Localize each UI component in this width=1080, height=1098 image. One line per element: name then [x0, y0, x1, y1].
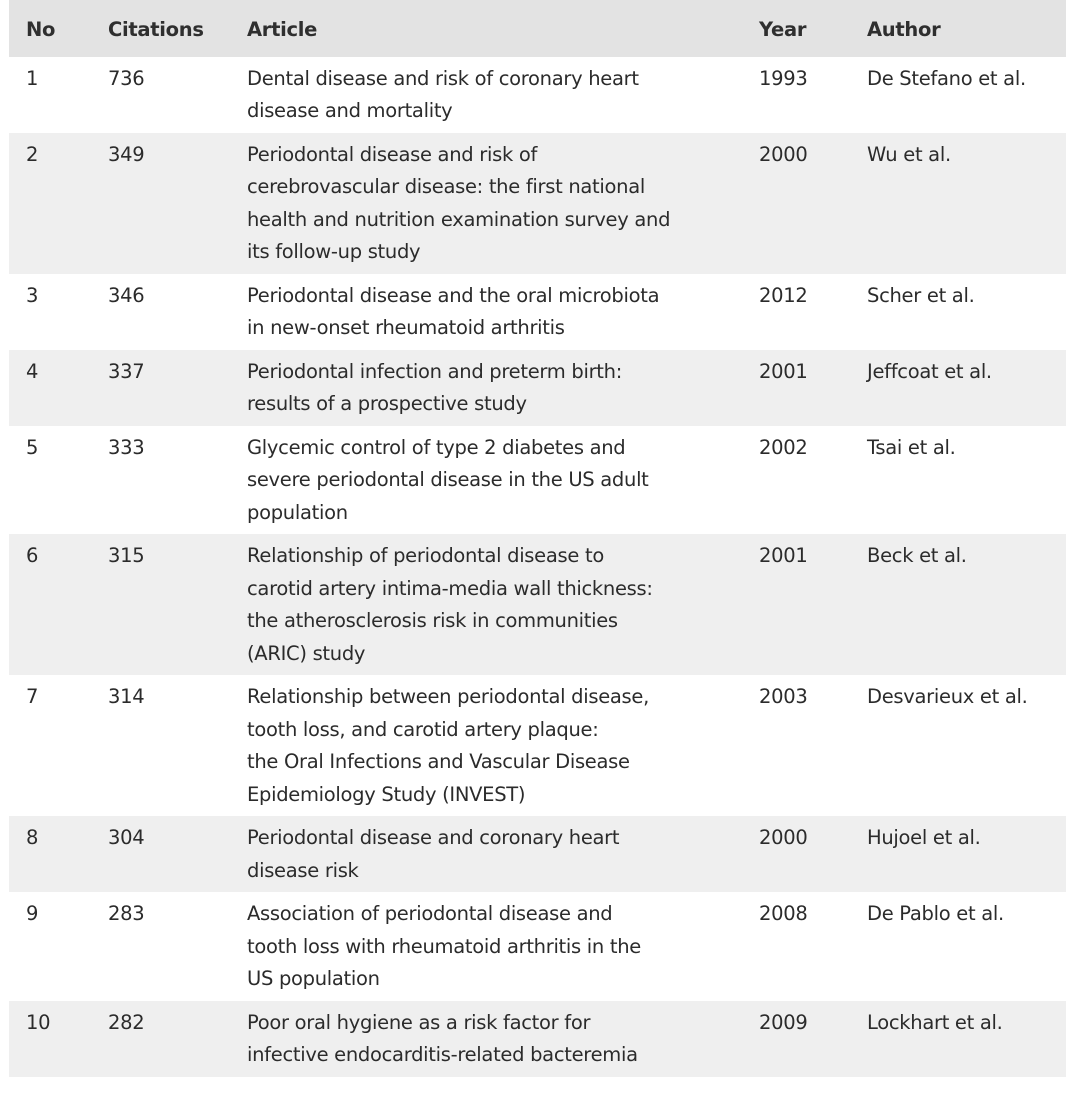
cell-year: 2008 [759, 902, 808, 925]
article-title-line: Periodontal disease and risk of [247, 142, 538, 166]
cell-no: 9 [26, 902, 39, 925]
header-year: Year [759, 18, 807, 41]
article-title-line: cerebrovascular disease: the first national [247, 175, 645, 198]
article-title-line: infective endocarditis-related bacteremia [247, 1043, 638, 1066]
citations-table [9, 0, 1066, 1077]
cell-no: 1 [26, 66, 39, 90]
table-row [9, 534, 1066, 675]
cell-year: 2000 [759, 142, 808, 166]
article-title-line: Periodontal disease and the oral microbiota [247, 283, 660, 307]
cell-author: Beck et al. [867, 544, 967, 567]
cell-citations: 314 [108, 685, 145, 708]
cell-author: Wu et al. [867, 142, 951, 166]
article-title-line: Relationship between periodontal disease, [247, 685, 649, 708]
cell-no: 2 [26, 142, 39, 166]
article-title-line: Dental disease and risk of coronary heart [247, 66, 639, 90]
cell-no: 10 [26, 1010, 51, 1034]
header-article: Article [247, 18, 318, 41]
cell-year: 2009 [759, 1010, 808, 1034]
cell-year: 2001 [759, 359, 808, 383]
cell-year: 2000 [759, 826, 808, 849]
cell-author: De Pablo et al. [867, 902, 1004, 925]
cell-article [228, 675, 738, 816]
cell-author: Tsai et al. [867, 435, 956, 459]
article-title-line: tooth loss, and carotid artery plaque: [247, 717, 599, 741]
cell-author: Lockhart et al. [867, 1010, 1003, 1034]
table-row [9, 816, 1066, 892]
article-title-line: population [247, 500, 348, 524]
cell-author: Scher et al. [867, 283, 975, 307]
cell-year: 2012 [759, 283, 808, 307]
table-row [9, 1001, 1066, 1077]
cell-article [228, 534, 738, 675]
cell-article [228, 892, 738, 1001]
table-row [9, 892, 1066, 1001]
article-title-line: (ARIC) study [247, 641, 366, 665]
cell-citations: 283 [108, 902, 145, 925]
cell-author: Hujoel et al. [867, 826, 981, 849]
cell-author: De Stefano et al. [867, 66, 1026, 90]
cell-citations: 346 [108, 283, 145, 307]
cell-citations: 349 [108, 142, 145, 166]
cell-article [228, 133, 738, 274]
cell-author: Desvarieux et al. [867, 685, 1028, 708]
cell-no: 4 [26, 359, 39, 383]
article-title-line: its follow-up study [247, 240, 421, 263]
citations-table-container [9, 0, 1066, 1077]
cell-no: 6 [26, 544, 39, 567]
article-title-line: health and nutrition examination survey and [247, 207, 671, 231]
cell-year: 2001 [759, 544, 808, 567]
article-title-line: Association of periodontal disease and [247, 902, 613, 925]
cell-citations: 304 [108, 826, 145, 849]
header-citations: Citations [108, 18, 204, 41]
article-title-line: in new-onset rheumatoid arthritis [247, 316, 565, 339]
cell-no: 7 [26, 685, 39, 708]
article-title-line: disease risk [247, 858, 359, 882]
cell-citations: 337 [108, 359, 145, 383]
cell-no: 3 [26, 283, 39, 307]
article-title-line: tooth loss with rheumatoid arthritis in the [247, 934, 641, 958]
article-title-line: Poor oral hygiene as a risk factor for [247, 1010, 591, 1034]
header-no: No [26, 18, 56, 41]
header-row [9, 0, 1066, 57]
article-title-line: results of a prospective study [247, 392, 527, 415]
table-header [9, 0, 1066, 57]
cell-citations: 736 [108, 66, 145, 90]
article-title-line: severe periodontal disease in the US adult [247, 468, 649, 491]
cell-year: 1993 [759, 66, 808, 90]
cell-author: Jeffcoat et al. [867, 359, 992, 383]
cell-citations: 333 [108, 435, 145, 459]
article-title-line: Epidemiology Study (INVEST) [247, 782, 526, 806]
article-title-line: US population [247, 967, 380, 990]
article-title-line: disease and mortality [247, 99, 453, 122]
cell-year: 2002 [759, 435, 808, 459]
article-title-line: Glycemic control of type 2 diabetes and [247, 435, 626, 459]
cell-article [228, 350, 738, 426]
table-row [9, 274, 1066, 350]
cell-no: 8 [26, 826, 39, 849]
table-row [9, 675, 1066, 816]
cell-year: 2003 [759, 685, 808, 708]
cell-article [228, 57, 738, 133]
table-row [9, 133, 1066, 274]
table-row [9, 350, 1066, 426]
header-author: Author [867, 18, 941, 41]
article-title-line: Relationship of periodontal disease to [247, 544, 604, 567]
article-title-line: carotid artery intima-media wall thickness: [247, 576, 653, 600]
cell-no: 5 [26, 435, 39, 459]
cell-article [228, 1001, 738, 1077]
article-title-line: the atherosclerosis risk in communities [247, 609, 618, 632]
cell-article [228, 426, 738, 535]
cell-citations: 282 [108, 1010, 145, 1034]
cell-article [228, 274, 738, 350]
table-row [9, 57, 1066, 133]
table-body [9, 57, 1066, 1077]
table-row [9, 426, 1066, 535]
article-title-line: Periodontal infection and preterm birth: [247, 359, 622, 383]
cell-article [228, 816, 738, 892]
article-title-line: Periodontal disease and coronary heart [247, 826, 620, 849]
article-title-line: the Oral Infections and Vascular Disease [247, 750, 630, 773]
cell-citations: 315 [108, 544, 145, 567]
